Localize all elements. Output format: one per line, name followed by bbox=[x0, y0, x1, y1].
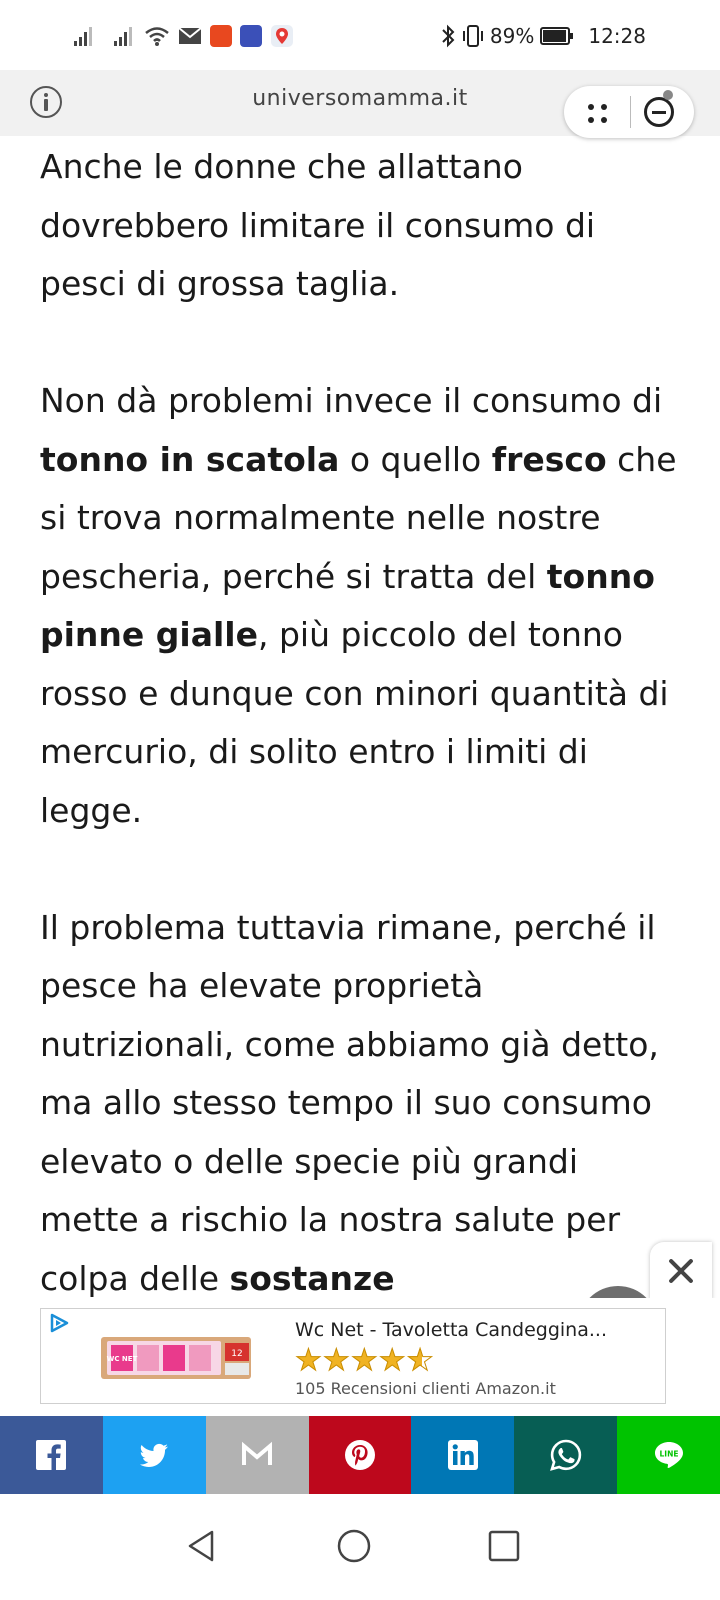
status-left-icons bbox=[74, 22, 294, 50]
ad-title[interactable]: Wc Net - Tavoletta Candeggina... bbox=[295, 1319, 607, 1341]
browser-menu-pill bbox=[564, 86, 694, 138]
share-line-button[interactable] bbox=[617, 1416, 720, 1494]
star-icon: ★ bbox=[350, 1343, 378, 1378]
dots-menu-icon[interactable] bbox=[586, 102, 610, 124]
paragraph: Non dà problemi invece il consumo di tonno in scatola o quello fresco che si trova normalmente nelle nostre pescheria, perché si tratta del tonno pinne gialle, più piccolo del tonno rosso e dunque con minori quantità di mercurio, di solito entro i limiti di legge. bbox=[40, 381, 677, 830]
system-nav-bar bbox=[0, 1494, 720, 1600]
location-icon bbox=[270, 24, 294, 48]
line-label: LINE bbox=[659, 1449, 679, 1459]
share-pinterest-button[interactable] bbox=[309, 1416, 412, 1494]
ad-close-button[interactable] bbox=[650, 1242, 712, 1300]
signal-icon bbox=[74, 26, 96, 46]
pill-divider bbox=[630, 96, 631, 128]
adchoices-icon[interactable] bbox=[49, 1313, 71, 1333]
home-icon[interactable] bbox=[336, 1528, 372, 1564]
article-body bbox=[40, 138, 680, 1308]
product-brand-label: WC NET bbox=[106, 1355, 138, 1363]
star-icon: ★ bbox=[295, 1343, 322, 1378]
share-whatsapp-button[interactable] bbox=[514, 1416, 617, 1494]
url-text[interactable]: universomamma.it bbox=[252, 86, 468, 111]
linkedin-icon bbox=[446, 1438, 480, 1472]
app-icon bbox=[210, 25, 232, 47]
star-icon: ★ bbox=[378, 1343, 406, 1378]
battery-icon bbox=[540, 27, 574, 45]
twitter-icon bbox=[137, 1438, 171, 1472]
share-linkedin-button[interactable] bbox=[411, 1416, 514, 1494]
ad-reviews: 105 Recensioni clienti Amazon.it bbox=[295, 1379, 556, 1398]
battery-percentage: 89% bbox=[489, 24, 535, 48]
close-icon bbox=[668, 1258, 694, 1284]
share-twitter-button[interactable] bbox=[103, 1416, 206, 1494]
share-bar bbox=[0, 1416, 720, 1494]
back-icon[interactable] bbox=[184, 1528, 220, 1564]
vibrate-icon bbox=[462, 24, 484, 48]
status-right-icons bbox=[440, 22, 646, 50]
product-image bbox=[97, 1331, 259, 1385]
share-email-button[interactable] bbox=[206, 1416, 309, 1494]
paragraph: Il problema tuttavia rimane, perché il pesce ha elevate proprietà nutrizionali, come abbiamo già detto, ma allo stesso tempo il suo consumo elevato o delle specie più grandi mette a rischio la nostra salute per colpa delle sostanze bbox=[40, 907, 659, 1298]
paragraph: Anche le donne che allattano dovrebbero limitare il consumo di pesci di grossa taglia. bbox=[40, 147, 596, 303]
clock: 12:28 bbox=[588, 24, 646, 48]
ad-card[interactable] bbox=[40, 1308, 666, 1404]
whatsapp-icon bbox=[549, 1438, 583, 1472]
wifi-icon bbox=[144, 25, 170, 47]
pack-count-label: 12 bbox=[231, 1349, 243, 1359]
bold-text: fresco bbox=[491, 439, 607, 479]
bold-text: tonno pinne gialle bbox=[40, 556, 655, 654]
star-icon: ★ bbox=[322, 1343, 350, 1378]
share-facebook-button[interactable] bbox=[0, 1416, 103, 1494]
pinterest-icon bbox=[343, 1438, 377, 1472]
email-icon bbox=[240, 1438, 274, 1472]
app-icon bbox=[240, 25, 262, 47]
half-star-icon: ★ bbox=[406, 1343, 434, 1378]
bluetooth-icon bbox=[440, 24, 456, 48]
facebook-icon bbox=[34, 1438, 68, 1472]
status-bar bbox=[0, 0, 720, 70]
recents-icon[interactable] bbox=[486, 1528, 522, 1564]
bold-text: tonno in scatola bbox=[40, 439, 340, 479]
mail-icon bbox=[178, 27, 202, 45]
ad-banner[interactable] bbox=[0, 1298, 720, 1416]
rating-stars bbox=[295, 1345, 434, 1377]
signal-icon bbox=[114, 26, 136, 46]
bold-text: sostanze bbox=[229, 1258, 395, 1298]
line-icon bbox=[652, 1438, 686, 1472]
browser-url-bar bbox=[0, 70, 720, 136]
minus-circle-icon[interactable] bbox=[644, 97, 674, 127]
